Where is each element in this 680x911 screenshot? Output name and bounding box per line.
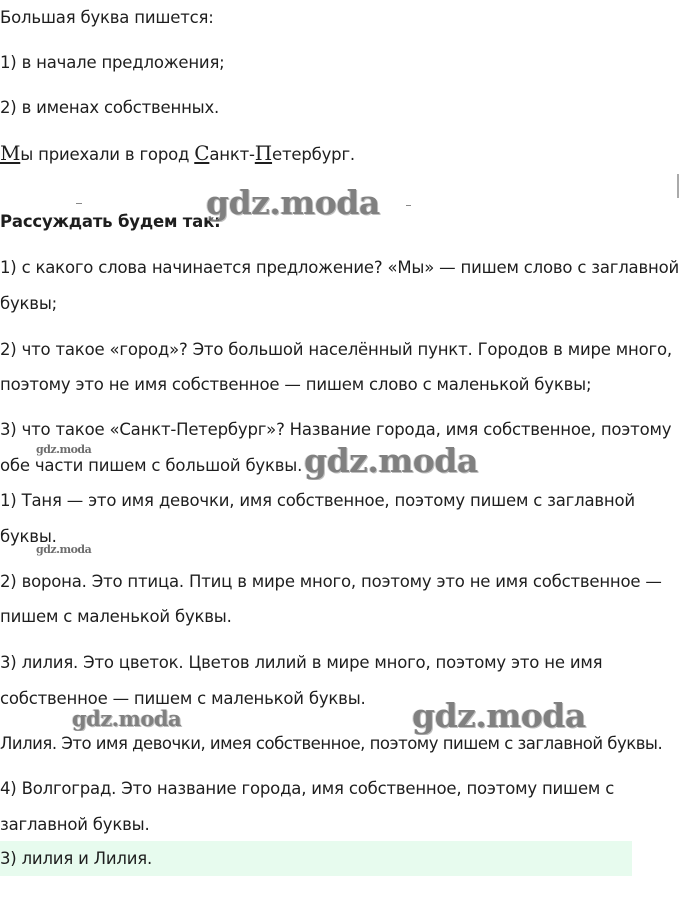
reasoning-3-line-2: обе части пишем с большой буквы.: [0, 456, 303, 475]
example-part-3: етербург.: [272, 145, 355, 164]
reasoning-3-line-1: 3) что такое «Санкт-Петербург»? Название города, имя собственное, поэтому: [0, 420, 672, 439]
stray-mark: [76, 203, 82, 204]
reasoning-heading: Рассуждать будем так:: [0, 212, 221, 231]
rule-item-1: 1) в начале предложения;: [0, 53, 225, 72]
watermark-logo: gdz.moda: [304, 441, 478, 480]
watermark-logo: gdz.moda: [412, 696, 586, 735]
watermark-small: gdz.moda: [36, 443, 92, 456]
example-capital-p: П: [254, 141, 273, 165]
rule-item-2: 2) в именах собственных.: [0, 98, 220, 117]
final-answer: 3) лилия и Лилия.: [0, 849, 153, 868]
stray-mark: [406, 205, 411, 206]
answer-4-line-2: заглавной буквы.: [0, 815, 150, 834]
answer-4-line-1: 4) Волгоград. Это название города, имя собственное, поэтому пишем с: [0, 779, 615, 798]
reasoning-1-line-1: 1) с какого слова начинается предложение? «Мы» — пишем слово с заглавной: [0, 258, 679, 277]
answer-2-line-1: 2) ворона. Это птица. Птиц в мире много, поэтому это не имя собственное —: [0, 572, 662, 591]
answer-3-line-3: Лилия. Это имя девочки, имея собственное, поэтому пишем с заглавной буквы.: [0, 734, 663, 753]
example-capital-s: С: [194, 141, 210, 165]
example-sentence: [0, 142, 355, 166]
example-capital-m: М: [0, 141, 21, 165]
reasoning-2-line-1: 2) что такое «город»? Это большой населённый пункт. Городов в мире много,: [0, 340, 672, 359]
watermark-small: gdz.moda: [36, 543, 92, 556]
answer-3-line-2: собственное — пишем с маленькой буквы.: [0, 689, 366, 708]
answer-1-line-2: буквы.: [0, 527, 57, 546]
example-part-2: анкт-: [209, 145, 255, 164]
answer-1-line-1: 1) Таня — это имя девочки, имя собственное, поэтому пишем с заглавной: [0, 491, 635, 510]
rule-heading: Большая буква пишется:: [0, 8, 214, 27]
answer-3-line-1: 3) лилия. Это цветок. Цветов лилий в мире много, поэтому это не имя: [0, 653, 603, 672]
watermark-logo: gdz.moda: [206, 183, 380, 222]
example-part-1: ы приехали в город: [20, 145, 195, 164]
answer-2-line-2: пишем с маленькой буквы.: [0, 607, 232, 626]
reasoning-2-line-2: поэтому это не имя собственное — пишем слово с маленькой буквы;: [0, 375, 592, 394]
edge-mark: [677, 174, 679, 198]
reasoning-1-line-2: буквы;: [0, 294, 58, 313]
watermark-logo: gdz.moda: [72, 706, 182, 731]
